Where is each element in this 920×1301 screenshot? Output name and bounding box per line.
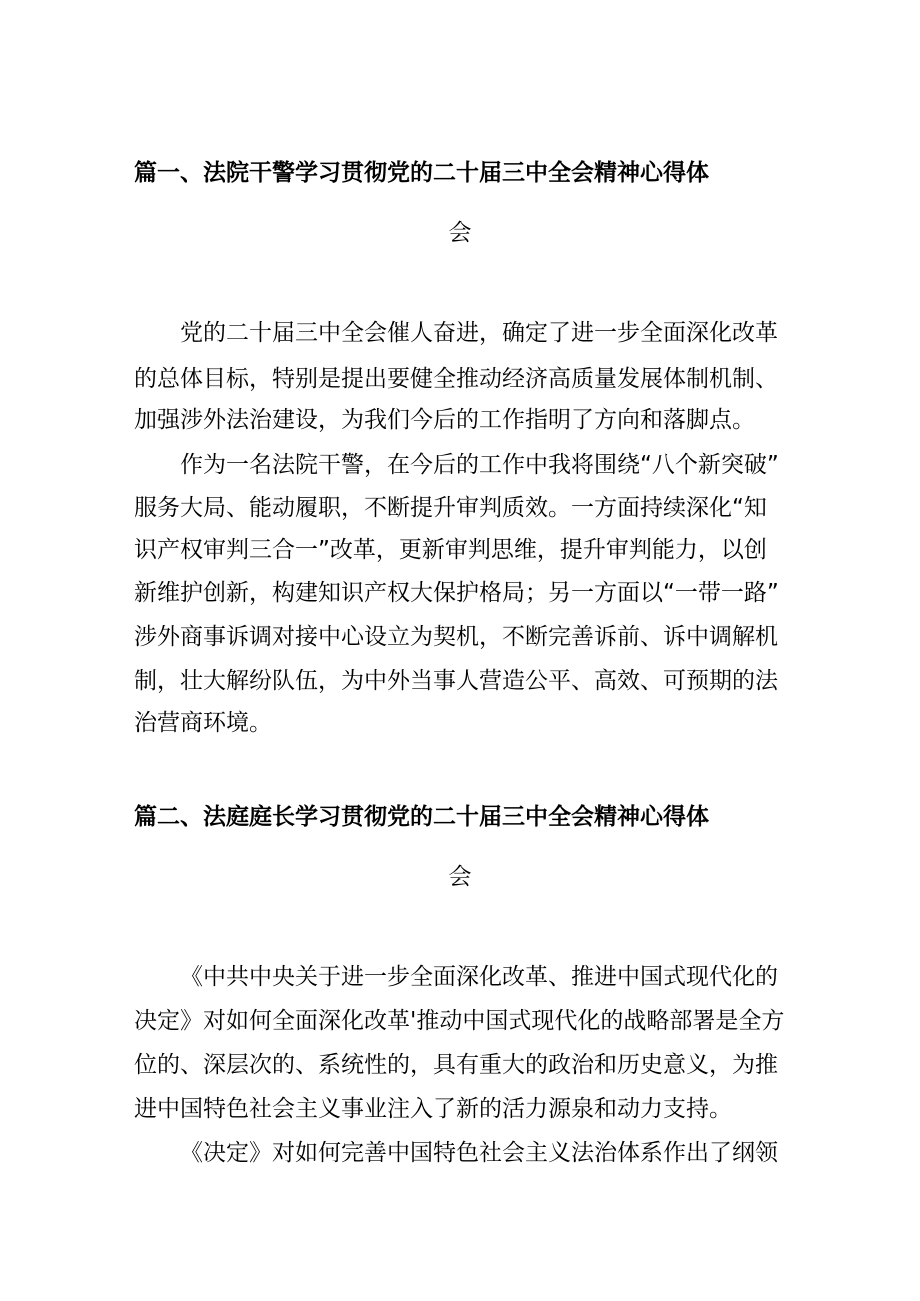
s2-p1-line3: 位的、深层次的、系统性的，具有重大的政治和历史意义，为推: [134, 1052, 778, 1078]
s1-p2-line3: 识产权审判三合一”改革，更新审判思维，提升审判能力，以创: [134, 537, 767, 563]
s2-p2-line1: 《决定》对如何完善中国特色社会主义法治体系作出了纲领: [180, 1140, 778, 1166]
s1-p2-line7: 治营商环境。: [134, 710, 272, 736]
s1-p1-line1: 党的二十届三中全会催人奋进，确定了进一步全面深化改革: [180, 320, 778, 346]
s1-p1-line3: 加强涉外法治建设，为我们今后的工作指明了方向和落脚点。: [134, 407, 755, 433]
section1-heading: 篇一、法院干警学习贯彻党的二十届三中全会精神心得体: [134, 160, 709, 186]
s1-p2-line6: 制，壮大解纷队伍，为中外当事人营造公平、高效、可预期的法: [134, 668, 778, 694]
s2-p1-line4: 进中国特色社会主义事业注入了新的活力源泉和动力支持。: [134, 1096, 732, 1122]
s1-p2-line4: 新维护创新，构建知识产权大保护格局；另一方面以“一带一路”: [134, 580, 779, 606]
s2-p1-line1: 《中共中央关于进一步全面深化改革、推进中国式现代化的: [180, 964, 778, 990]
s1-p2-line1: 作为一名法院干警，在今后的工作中我将围绕“八个新突破”: [180, 452, 779, 478]
section1-heading-tail: 会: [448, 220, 472, 246]
s1-p2-line2: 服务大局、能动履职，不断提升审判质效。一方面持续深化“知: [134, 495, 767, 521]
s1-p1-line2: 的总体目标，特别是提出要健全推动经济高质量发展体制机制、: [134, 366, 778, 392]
s1-p2-line5: 涉外商事诉调对接中心设立为契机，不断完善诉前、诉中调解机: [134, 624, 778, 650]
section2-heading-tail: 会: [448, 864, 472, 890]
s2-p1-line2: 决定》对如何全面深化改革'推动中国式现代化的战略部署是全方: [134, 1008, 785, 1034]
section2-heading: 篇二、法庭庭长学习贯彻党的二十届三中全会精神心得体: [134, 804, 709, 830]
